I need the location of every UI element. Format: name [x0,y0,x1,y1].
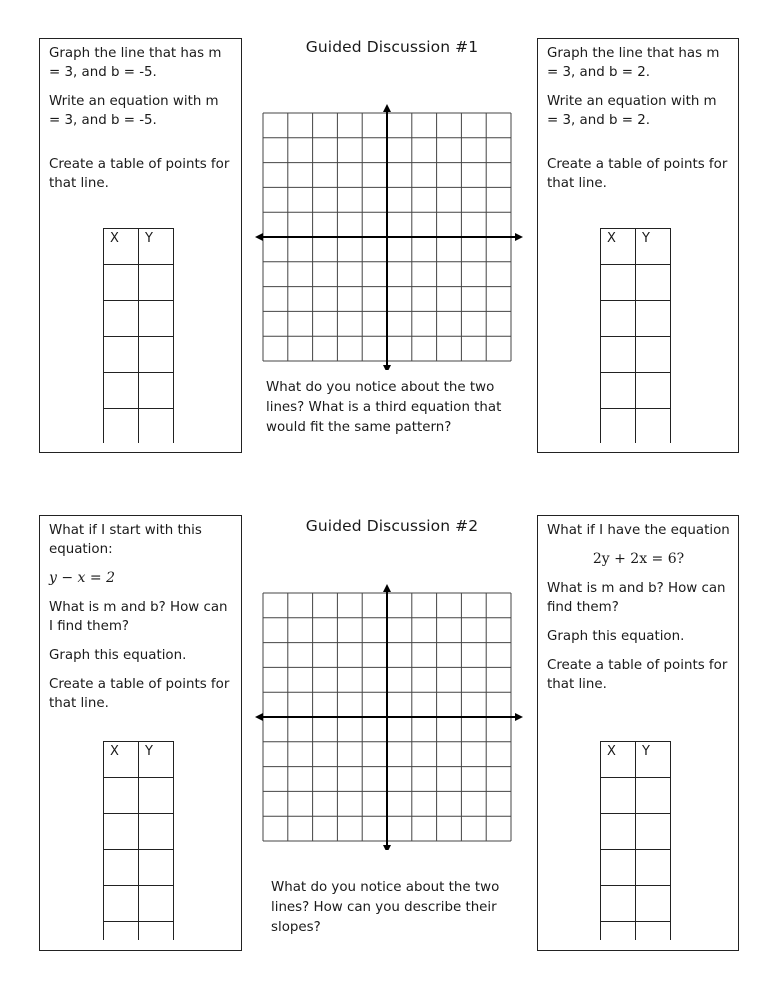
table-cell[interactable] [139,265,174,301]
x-axis-arrow-right [515,713,523,721]
points-table-1-right [600,228,671,443]
table-cell[interactable] [139,301,174,337]
table-cell[interactable] [636,778,671,814]
x-axis-arrow-right [515,233,523,241]
table-cell[interactable] [104,886,139,922]
table-cell[interactable] [636,886,671,922]
col-y-header: Y [139,742,174,778]
table-cell[interactable] [636,814,671,850]
table-cell[interactable] [636,409,671,443]
left-card-2-prompt-graph: Graph this equation. [49,648,187,663]
table-cell[interactable] [139,850,174,886]
table-cell[interactable] [104,373,139,409]
left-card-2-prompt-start: What if I start with this equation: [49,523,202,557]
table-cell[interactable] [636,337,671,373]
table-cell[interactable] [139,922,174,940]
col-y-header: Y [636,742,671,778]
left-card-2-equation: y − x = 2 [49,570,115,586]
table-cell[interactable] [601,301,636,337]
table-cell[interactable] [601,886,636,922]
right-card-2-prompt-start: What if I have the equation [547,523,730,538]
table-cell[interactable] [601,265,636,301]
coordinate-grid-1[interactable] [255,104,523,370]
table-cell[interactable] [636,301,671,337]
col-y-header: Y [636,229,671,265]
table-cell[interactable] [636,850,671,886]
right-card-2-prompt-table: Create a table of points for that line. [547,658,728,692]
left-card-2-prompt-table: Create a table of points for that line. [49,677,230,711]
table-cell[interactable] [601,922,636,940]
table-cell[interactable] [636,265,671,301]
col-x-header: X [601,742,636,778]
discussion-1-question: What do you notice about the two lines? What is a third equation that would fit the same pattern? [266,380,502,435]
table-cell[interactable] [139,886,174,922]
table-cell[interactable] [104,301,139,337]
table-cell[interactable] [104,922,139,940]
table-cell[interactable] [104,814,139,850]
discussion-2-title: Guided Discussion #2 [305,517,479,535]
right-card-2-prompt-graph: Graph this equation. [547,629,685,644]
left-card-1-prompt-equation: Write an equation with m = 3, and b = -5. [49,94,219,128]
points-table-1-left [103,228,174,443]
right-card-1-prompt-table: Create a table of points for that line. [547,157,728,191]
right-card-1-prompt-equation: Write an equation with m = 3, and b = 2. [547,94,717,128]
table-cell[interactable] [601,814,636,850]
y-axis-arrow-up [383,104,391,112]
col-x-header: X [601,229,636,265]
table-cell[interactable] [139,409,174,443]
table-cell[interactable] [601,373,636,409]
right-card-2-prompt-mb: What is m and b? How can find them? [547,581,726,615]
table-cell[interactable] [601,337,636,373]
table-cell[interactable] [636,373,671,409]
points-table-2-left [103,741,174,940]
table-cell[interactable] [139,373,174,409]
y-axis-arrow-down [383,365,391,370]
left-card-1-prompt-graph: Graph the line that has m = 3, and b = -5. [49,46,222,80]
table-cell[interactable] [601,778,636,814]
left-card-2-prompt-mb: What is m and b? How can I find them? [49,600,228,634]
table-cell[interactable] [601,850,636,886]
table-cell[interactable] [139,337,174,373]
table-cell[interactable] [636,922,671,940]
table-cell[interactable] [139,778,174,814]
table-cell[interactable] [601,409,636,443]
table-cell[interactable] [104,778,139,814]
points-table-2-right [600,741,671,940]
col-x-header: X [104,742,139,778]
table-cell[interactable] [104,850,139,886]
right-card-1-prompt-graph: Graph the line that has m = 3, and b = 2. [547,46,720,80]
table-cell[interactable] [104,409,139,443]
col-x-header: X [104,229,139,265]
x-axis-arrow-left [255,233,263,241]
left-card-1-prompt-table: Create a table of points for that line. [49,157,230,191]
table-cell[interactable] [104,337,139,373]
y-axis-arrow-up [383,584,391,592]
y-axis-arrow-down [383,845,391,850]
right-card-2-equation: 2y + 2x = 6? [592,551,685,567]
table-cell[interactable] [139,814,174,850]
table-cell[interactable] [104,265,139,301]
discussion-1-title: Guided Discussion #1 [305,38,479,56]
col-y-header: Y [139,229,174,265]
coordinate-grid-2[interactable] [255,584,523,850]
x-axis-arrow-left [255,713,263,721]
discussion-2-question: What do you notice about the two lines? How can you describe their slopes? [271,880,500,935]
